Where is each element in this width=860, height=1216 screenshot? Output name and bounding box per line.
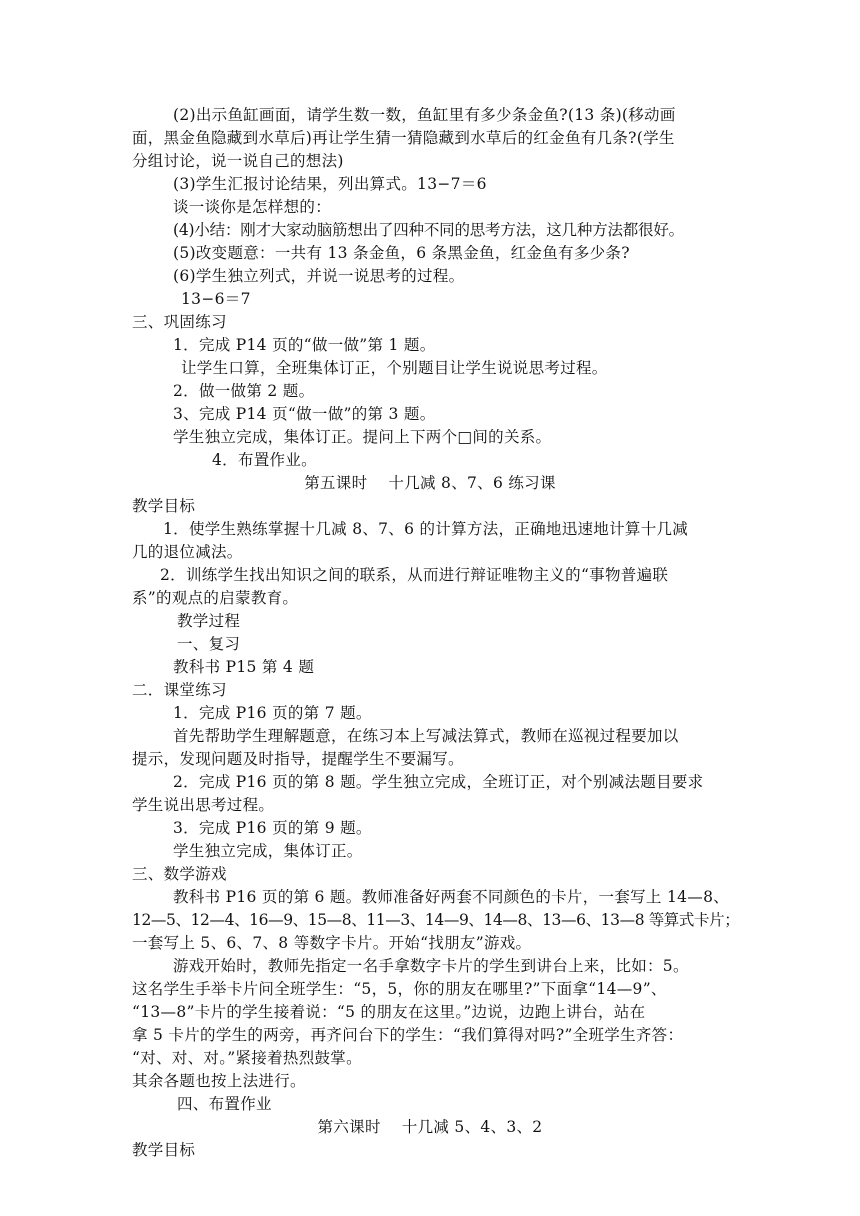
text-line: 游戏开始时，教师先指定一名手拿数字卡片的学生到讲台上来，比如：5。 bbox=[173, 957, 689, 975]
text-line: 其余各题也按上法进行。 bbox=[132, 1072, 306, 1090]
section-heading: 四、布置作业 bbox=[177, 1095, 272, 1113]
text-line: (4)小结：刚才大家动脑筋想出了四种不同的思考方法，这几种方法都很好。 bbox=[173, 221, 684, 239]
text-line: 2．完成 P16 页的第 8 题。学生独立完成，全班订正，对个别减法题目要求 bbox=[173, 773, 704, 791]
text-line: 2．训练学生找出知识之间的联系，从而进行辩证唯物主义的“事物普遍联 bbox=[160, 566, 669, 584]
text-line: “对、对、对。”紧接着热烈鼓掌。 bbox=[132, 1049, 362, 1067]
text-line: 系”的观点的启蒙教育。 bbox=[132, 589, 299, 607]
text-line: (3)学生汇报讨论结果，列出算式。13−7＝6 bbox=[173, 175, 487, 193]
text-line: (6)学生独立列式，并说一说思考的过程。 bbox=[173, 267, 465, 285]
text-line: 谈一谈你是怎样想的： bbox=[173, 198, 332, 216]
text-line: 学生说出思考过程。 bbox=[132, 796, 275, 814]
text-line: 提示，发现问题及时指导，提醒学生不要漏写。 bbox=[132, 750, 464, 768]
text-line: “13—8”卡片的学生接着说：“5 的朋友在这里。”边说，边跑上讲台，站在 bbox=[132, 1003, 646, 1021]
text-line: 让学生口算，全班集体订正，个别题目让学生说说思考过程。 bbox=[181, 359, 608, 377]
text-line: 2．做一做第 2 题。 bbox=[173, 382, 315, 400]
section-heading: 教学目标 bbox=[132, 1141, 196, 1159]
section-heading: 三、巩固练习 bbox=[132, 313, 227, 331]
text-line: 3、完成 P14 页“做一做”的第 3 题。 bbox=[173, 405, 436, 423]
text-line: 13−6＝7 bbox=[181, 290, 251, 308]
text-line: 几的退位减法。 bbox=[132, 543, 243, 561]
text-line: 一套写上 5、6、7、8 等数字卡片。开始“找朋友”游戏。 bbox=[132, 934, 532, 952]
text-line: 1．完成 P14 页的“做一做”第 1 题。 bbox=[173, 336, 436, 354]
text-line: (2)出示鱼缸画面，请学生数一数，鱼缸里有多少条金鱼?(13 条)(移动画 bbox=[173, 106, 676, 124]
section-heading: 一、复习 bbox=[177, 635, 241, 653]
section-heading: 二．课堂练习 bbox=[132, 681, 227, 699]
text-line: 这名学生手举卡片问全班学生：“5，5，你的朋友在哪里?”下面拿“14—9”、 bbox=[132, 980, 667, 998]
text-line: 学生独立完成，集体订正。提问上下两个□间的关系。 bbox=[173, 428, 552, 446]
text-line: 拿 5 卡片的学生的两旁，再齐问台下的学生：“我们算得对吗?”全班学生齐答： bbox=[132, 1026, 684, 1044]
text-line: 面，黑金鱼隐藏到水草后)再让学生猜一猜隐藏到水草后的红金鱼有几条?(学生 bbox=[132, 129, 675, 147]
section-heading: 教学过程 bbox=[177, 612, 241, 630]
text-line: 教科书 P15 第 4 题 bbox=[173, 658, 315, 676]
text-line: 3．完成 P16 页的第 9 题。 bbox=[173, 819, 372, 837]
text-line: (5)改变题意：一共有 13 条金鱼，6 条黑金鱼，红金鱼有多少条? bbox=[173, 244, 630, 262]
text-line: 学生独立完成，集体订正。 bbox=[173, 842, 363, 860]
text-line: 1．完成 P16 页的第 7 题。 bbox=[173, 704, 372, 722]
text-line: 分组讨论，说一说自己的想法) bbox=[132, 152, 344, 170]
text-line: 教科书 P16 页的第 6 题。教师准备好两套不同颜色的卡片，一套写上 14—8、 bbox=[173, 888, 730, 906]
text-line: 1．使学生熟练掌握十几减 8、7、6 的计算方法，正确地迅速地计算十几减 bbox=[163, 520, 689, 538]
lesson-title: 第六课时 十几减 5、4、3、2 bbox=[317, 1118, 543, 1136]
text-line: 12—5、12—4、16—9、15—8、11—3、14—9、14—8、13—6、13—8 等算式卡片； bbox=[132, 911, 740, 929]
section-heading: 三、数学游戏 bbox=[132, 865, 227, 883]
text-line: 首先帮助学生理解题意，在练习本上写减法算式，教师在巡视过程要加以 bbox=[173, 727, 679, 745]
section-heading: 教学目标 bbox=[132, 497, 196, 515]
text-line: 4．布置作业。 bbox=[212, 451, 317, 469]
lesson-title: 第五课时 十几减 8、7、6 练习课 bbox=[304, 474, 556, 492]
